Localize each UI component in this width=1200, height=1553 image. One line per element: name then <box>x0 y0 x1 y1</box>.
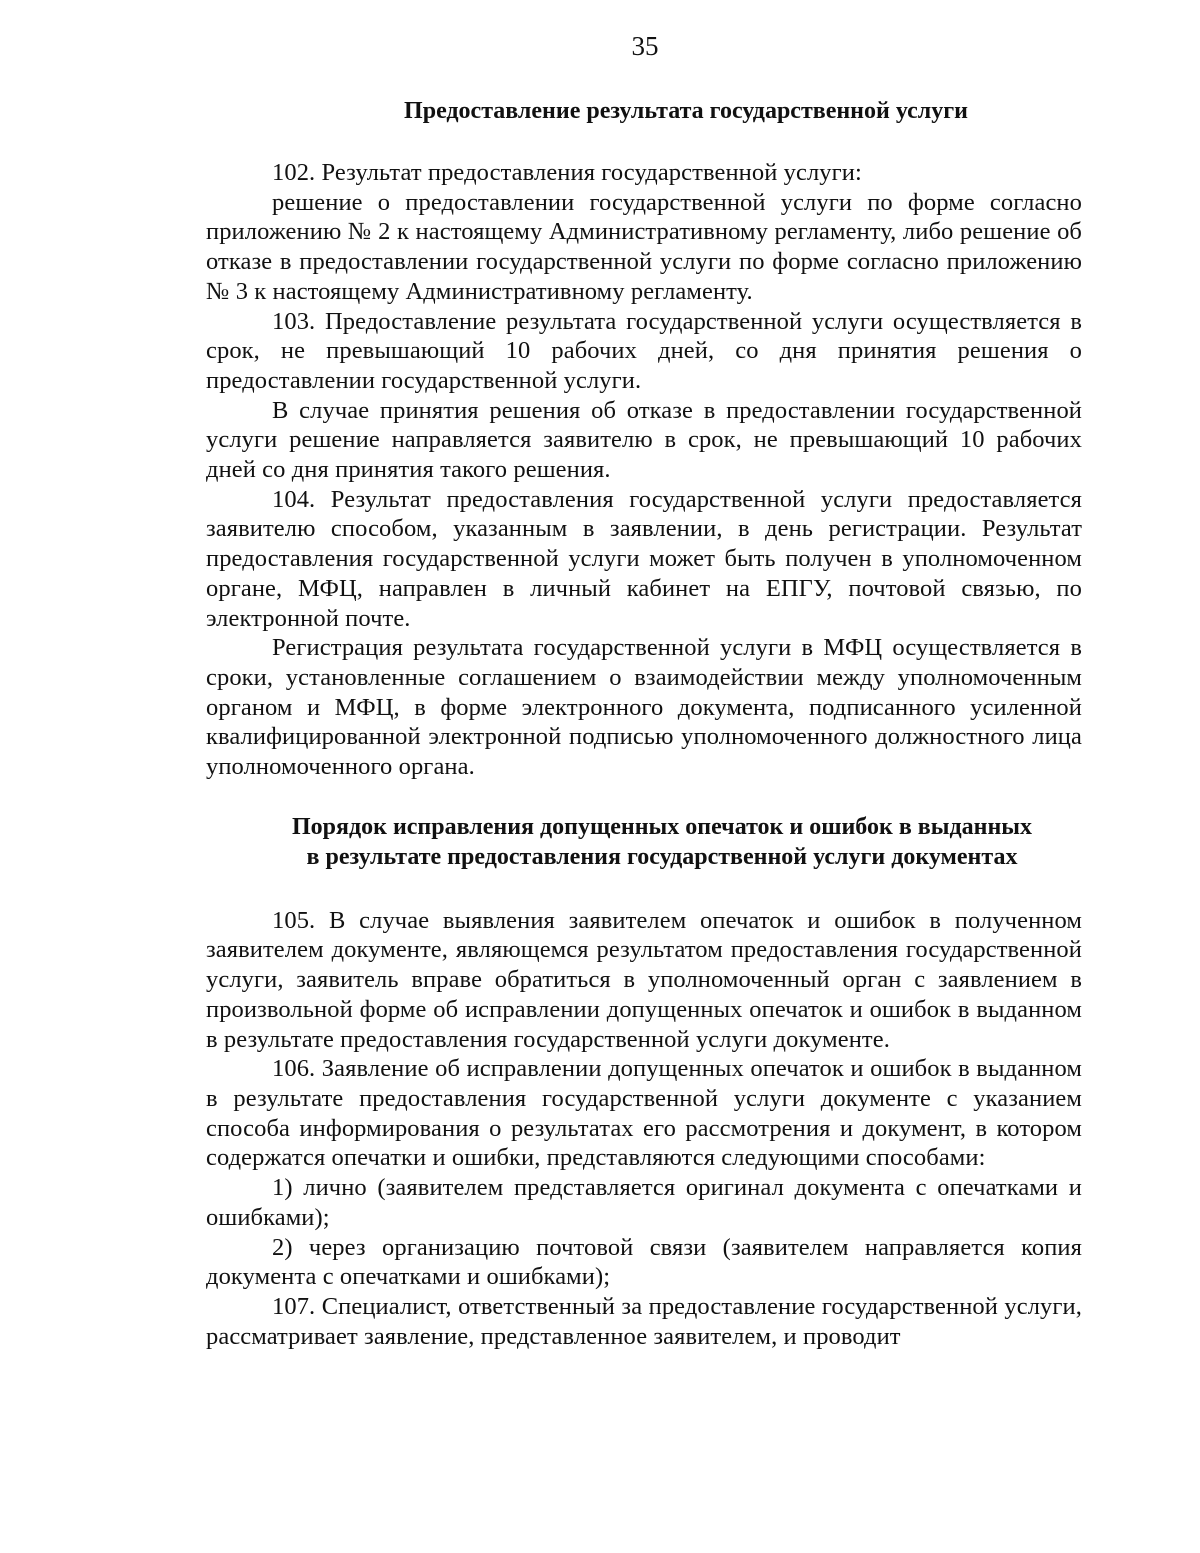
paragraph-107: 107. Специалист, ответственный за предоставление государственной услуги, рассматривает заявление, представленное заявителем, и проводит <box>206 1292 1082 1350</box>
paragraph-104-registration: Регистрация результата государственной услуги в МФЦ осуществляется в сроки, установленные соглашением о взаимодействии между уполномоченным органом и МФЦ, в форме электронного документа, подписанного усиленной квалифицированной электронной подписью уполномоченного должностного лица уполномоченного органа. <box>206 634 1082 781</box>
section-heading-result: Предоставление результата государственной услуги <box>404 98 968 124</box>
paragraph-102-decision: решение о предоставлении государственной услуги по форме согласно приложению № 2 к настоящему Административному регламенту, либо решение об отказе в предоставлении государственной услуги по форме согласно приложению № 3 к настоящему Административному регламенту. <box>206 188 1082 305</box>
paragraph-102: 102. Результат предоставления государственной услуги: <box>272 159 862 186</box>
paragraph-106-item-1: 1) лично (заявителем представляется оригинал документа с опечатками и ошибками); <box>206 1174 1082 1231</box>
paragraph-106-item-2: 2) через организацию почтовой связи (заявителем направляется копия документа с опечатками и ошибками); <box>206 1233 1082 1291</box>
paragraph-106: 106. Заявление об исправлении допущенных опечаток и ошибок в выданном в результате предоставления государственной услуги документе с указанием способа информирования о результатах его рассмотрения и документ, в котором содержатся опечатки и ошибки, представляются следующими способами: <box>206 1055 1082 1172</box>
document-body <box>206 96 1082 1351</box>
paragraph-105: 105. В случае выявления заявителем опечаток и ошибок в полученном заявителем документе, являющемся результатом предоставления государственной услуги, заявитель вправе обратиться в уполномоченный орган с заявлением в произвольной форме об исправлении допущенных опечаток и ошибок в выданном в результате предоставления государственной услуги документе. <box>206 906 1082 1053</box>
page-number: 35 <box>631 31 659 61</box>
paragraph-103-refusal: В случае принятия решения об отказе в предоставлении государственной услуги решение направляется заявителю в срок, не превышающий 10 рабочих дней со дня принятия такого решения. <box>206 396 1082 484</box>
paragraph-103: 103. Предоставление результата государственной услуги осуществляется в срок, не превышающий 10 рабочих дней, со дня принятия решения о предоставлении государственной услуги. <box>206 307 1082 394</box>
section-heading-corrections <box>206 812 1082 872</box>
section-heading-corrections-line2: в результате предоставления государственной услуги документах <box>306 843 1018 870</box>
section-heading-corrections-line1: Порядок исправления допущенных опечаток и ошибок в выданных <box>291 813 1033 840</box>
paragraph-104: 104. Результат предоставления государственной услуги предоставляется заявителю способом, указанным в заявлении, в день регистрации. Результат предоставления государственной услуги может быть получен в уполномоченном органе, МФЦ, направлен в личный кабинет на ЕПГУ, почтовой связью, по электронной почте. <box>206 485 1082 632</box>
